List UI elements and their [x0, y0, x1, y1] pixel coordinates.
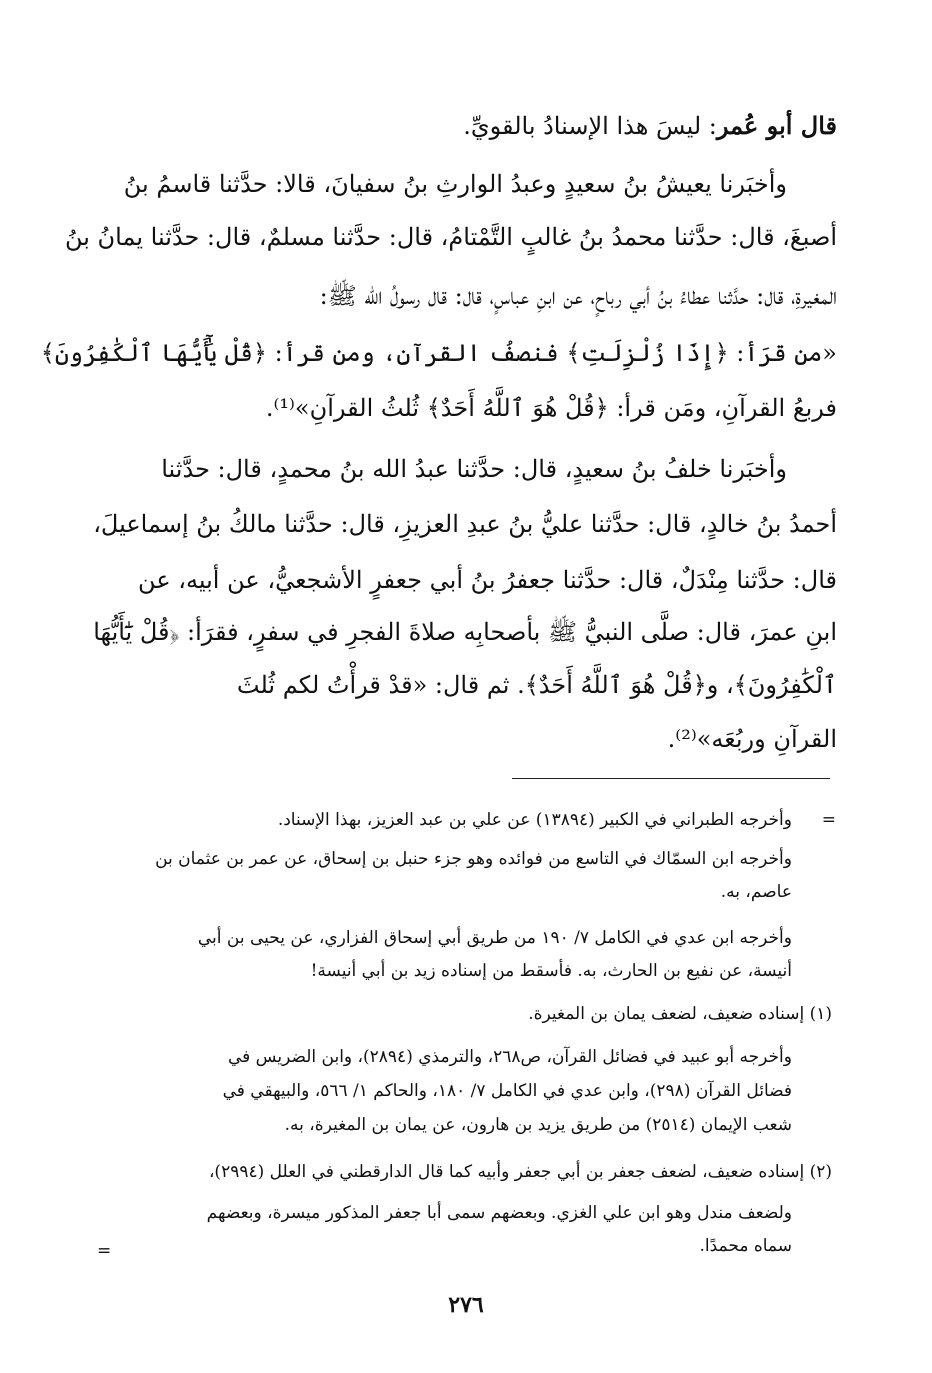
speaker-statement: : ليسَ هذا الإسنادُ بالقويِّ. [463, 112, 717, 140]
footnote-line-9: شعب الإيمان (٢٥١٤) من طريق يزيد بن هارون، عن يمان بن المغيرة، به. [284, 1115, 792, 1135]
footnote-line-11: ولضعف مندل وهو ابن علي الغزي. وبعضهم سمى أبا جعفر المذكور ميسرة، وبعضهم [206, 1203, 792, 1223]
text-line-7: أحمدُ بنُ خالدٍ، قال: حدَّثنا عليُّ بنُ عبدِ العزيزِ، قال: حدَّثنا مالكُ بنُ إسماعيلَ، [93, 510, 837, 538]
footnote-line-8: فضائل القرآن (٢٩٨)، وابن عدي في الكامل ٧/ ١٨٠، والحاكم ١/ ٥٦٦، والبيهقي في [222, 1081, 792, 1101]
footnote-line-4: وأخرجه ابن عدي في الكامل ٧/ ١٩٠ من طريق أبي إسحاق الفزاري، عن يحيى بن أبي [197, 928, 792, 948]
text-line-6: وأخبَرنا خلفُ بنُ سعيدٍ، قال: حدَّثنا عبدُ الله بنُ محمدٍ، قال: حدَّثنا [161, 455, 787, 483]
text-line-9: ابنِ عمرَ، قال: صلَّى النبيُّ ﷺ بأصحابِه صلاةَ الفجرِ في سفرٍ، فقرَأ: ﴿قُلْ يَٰٓأَيُّهَا [93, 618, 837, 646]
page-number: ٢٧٦ [448, 1292, 484, 1318]
text-line-4: «من قرَأ: ﴿إِذَا زُلْزِلَتِ﴾ فنصفُ القرآنِ، ومن قرأ: ﴿قُلْ يَٰٓأَيُّهَا ٱلْكَٰفِرُونَ﴾ [40, 339, 837, 367]
text-line-5: فربعُ القرآنِ، ومَن قرأ: ﴿قُلْ هُوَ ٱللَّهُ أَحَدٌ﴾ ثُلثُ القرآنِ»⁽¹⁾. [265, 394, 837, 422]
text-line-8: قال: حدَّثنا مِنْدَلٌ، قال: حدَّثنا جعفرُ بنُ أبي جعفرٍ الأشجعيُّ، عن أبيه، عن [138, 566, 837, 594]
footnote-line-2: وأخرجه ابن السمّاك في التاسع من فوائده وهو جزء حنبل بن إسحاق، عن عمر بن عثمان بن [155, 849, 792, 869]
footnote-line-10: (٢) إسناده ضعيف، لضعف جعفر بن أبي جعفر وأبيه كما قال الدارقطني في العلل (٢٩٩٤)، [208, 1162, 832, 1182]
text-line-11: القرآنِ وربُعَه»⁽²⁾. [667, 725, 837, 753]
text-line-2: أصبغَ، قال: حدَّثنا محمدُ بنُ غالبٍ التَّمْتامُ، قال: حدَّثنا مسلمٌ، قال: حدَّثنا يمانُ بنُ [64, 223, 837, 251]
footnote-line-12: سماه محمدًا. [699, 1236, 792, 1256]
footnote-line-1: وأخرجه الطبراني في الكبير (١٣٨٩٤) عن علي بن عبد العزيز، بهذا الإسناد. [277, 810, 792, 830]
text-line-1: وأخبَرنا يعيشُ بنُ سعيدٍ وعبدُ الوارثِ بنُ سفيانَ، قالا: حدَّثنا قاسمُ بنُ [123, 170, 787, 198]
text-line-10: ٱلْكَٰفِرُونَ﴾، و﴿قُلْ هُوَ ٱللَّهُ أَحَدٌ﴾. ثم قال: «قدْ قرأْتُ لكم ثُلثَ [236, 671, 837, 699]
footnote-line-6: (١) إسناده ضعيف، لضعف يمان بن المغيرة. [528, 1004, 832, 1024]
continuation-marker-top: = [821, 810, 836, 830]
footnote-line-5: أنيسة، عن نفيع بن الحارث، به. فأسقط من إسناده زيد بن أبي أنيسة! [310, 961, 792, 981]
text-line-3: المغيرةِ، قال: حدَّثنا عطاءُ بنُ أبي رباحٍ، عن ابنِ عباسٍ، قال: قال رسولُ الله ﷺ: [319, 282, 837, 310]
speaker-label: قال أبو عُمر [716, 111, 837, 140]
continuation-marker-bottom: = [97, 1241, 112, 1261]
footnote-separator [512, 778, 830, 779]
footnote-line-3: عاصم، به. [720, 882, 792, 902]
opening-line [95, 111, 837, 140]
footnote-line-7: وأخرجه أبو عبيد في فضائل القرآن، ص٢٦٨، والترمذي (٢٨٩٤)، وابن الضريس في [227, 1047, 792, 1067]
